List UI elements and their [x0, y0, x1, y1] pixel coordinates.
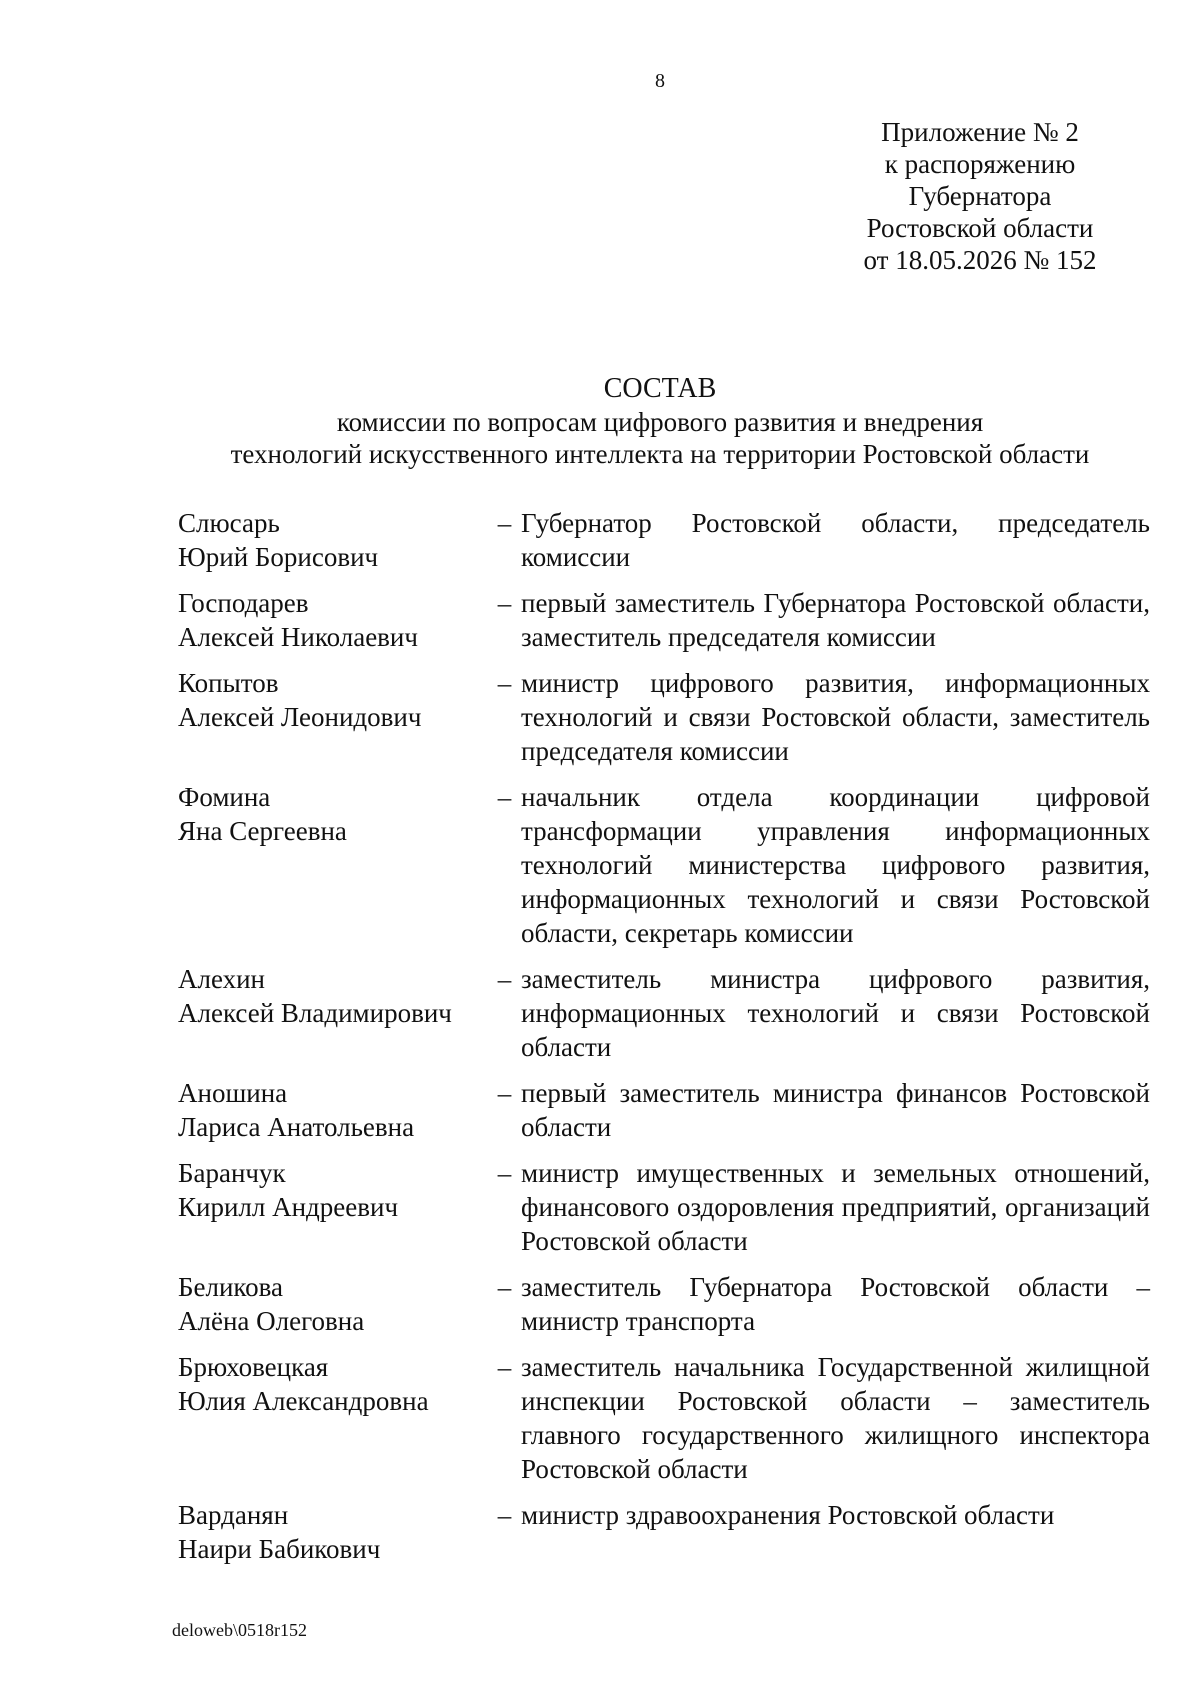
member-row — [178, 666, 1150, 768]
member-surname: Фомина — [178, 782, 271, 812]
member-role: Губернатор Ростовской области, председатель комиссии — [521, 508, 1150, 572]
member-given-names: Алексей Николаевич — [178, 622, 418, 652]
dash: – — [497, 668, 512, 698]
member-given-names: Лариса Анатольевна — [178, 1112, 415, 1142]
member-row — [178, 1156, 1150, 1258]
member-row — [178, 1270, 1150, 1338]
member-surname: Баранчук — [178, 1158, 286, 1188]
member-row — [178, 506, 1150, 574]
member-role: заместитель начальника Государственной жилищной инспекции Ростовской области – заместитель главного государственного жилищного инспектора Ростовской области — [521, 1352, 1150, 1484]
member-surname: Господарев — [178, 588, 309, 618]
member-given-names: Алексей Леонидович — [178, 702, 422, 732]
member-name — [178, 1270, 488, 1338]
page-number: 8 — [655, 70, 665, 92]
member-row — [178, 780, 1150, 950]
member-surname: Алехин — [178, 964, 265, 994]
member-given-names: Кирилл Андреевич — [178, 1192, 399, 1222]
dash: – — [497, 1158, 512, 1188]
appendix-header — [840, 116, 1120, 276]
member-name — [178, 1076, 488, 1144]
document-title: СОСТАВ — [603, 373, 717, 404]
member-row — [178, 1076, 1150, 1144]
member-given-names: Алёна Олеговна — [178, 1306, 365, 1336]
member-row — [178, 962, 1150, 1064]
document-subtitle-line: комиссии по вопросам цифрового развития и внедрения — [336, 407, 984, 437]
member-name — [178, 666, 488, 768]
dash: – — [497, 1078, 512, 1108]
member-list — [178, 506, 1150, 1578]
member-given-names: Наири Бабикович — [178, 1534, 381, 1564]
dash: – — [497, 1352, 512, 1382]
member-surname: Брюховецкая — [178, 1352, 329, 1382]
member-name — [178, 962, 488, 1064]
member-row — [178, 586, 1150, 654]
member-role: первый заместитель Губернатора Ростовской области, заместитель председателя комиссии — [521, 588, 1150, 652]
member-name — [178, 506, 488, 574]
appendix-line: к распоряжению — [884, 149, 1076, 179]
appendix-line: от 18.05.2026 № 152 — [863, 245, 1097, 275]
appendix-line: Губернатора — [908, 181, 1052, 211]
document-subtitle-line: технологий искусственного интеллекта на территории Ростовской области — [230, 439, 1090, 469]
appendix-line: Приложение № 2 — [881, 117, 1079, 147]
member-role: министр цифрового развития, информационных технологий и связи Ростовской области, заместитель председателя комиссии — [521, 668, 1150, 766]
member-role: министр здравоохранения Ростовской области — [521, 1500, 1055, 1530]
dash: – — [497, 588, 512, 618]
member-role: заместитель Губернатора Ростовской области – министр транспорта — [521, 1272, 1150, 1336]
document-registry-code: deloweb\0518r152 — [172, 1620, 307, 1640]
member-surname: Аношина — [178, 1078, 288, 1108]
member-given-names: Юрий Борисович — [178, 542, 379, 572]
member-role: министр имущественных и земельных отношений, финансового оздоровления предприятий, организаций Ростовской области — [521, 1158, 1150, 1256]
dash: – — [497, 1500, 512, 1530]
member-name — [178, 1156, 488, 1258]
member-surname: Беликова — [178, 1272, 284, 1302]
member-given-names: Юлия Александровна — [178, 1386, 429, 1416]
member-given-names: Алексей Владимирович — [178, 998, 452, 1028]
member-row — [178, 1350, 1150, 1486]
appendix-line: Ростовской области — [866, 213, 1094, 243]
member-surname: Копытов — [178, 668, 279, 698]
dash: – — [497, 508, 512, 538]
member-name — [178, 586, 488, 654]
member-surname: Слюсарь — [178, 508, 280, 538]
dash: – — [497, 964, 512, 994]
member-role: начальник отдела координации цифровой трансформации управления информационных технологий министерства цифрового развития, информационных технологий и связи Ростовской области, секретарь комиссии — [521, 782, 1150, 948]
member-row — [178, 1498, 1150, 1566]
dash: – — [497, 782, 512, 812]
member-name — [178, 1350, 488, 1486]
member-given-names: Яна Сергеевна — [178, 816, 347, 846]
title-block — [170, 372, 1150, 470]
member-name — [178, 780, 488, 950]
member-role: первый заместитель министра финансов Ростовской области — [521, 1078, 1150, 1142]
member-surname: Варданян — [178, 1500, 289, 1530]
member-role: заместитель министра цифрового развития, информационных технологий и связи Ростовской области — [521, 964, 1150, 1062]
dash: – — [497, 1272, 512, 1302]
member-name — [178, 1498, 488, 1566]
